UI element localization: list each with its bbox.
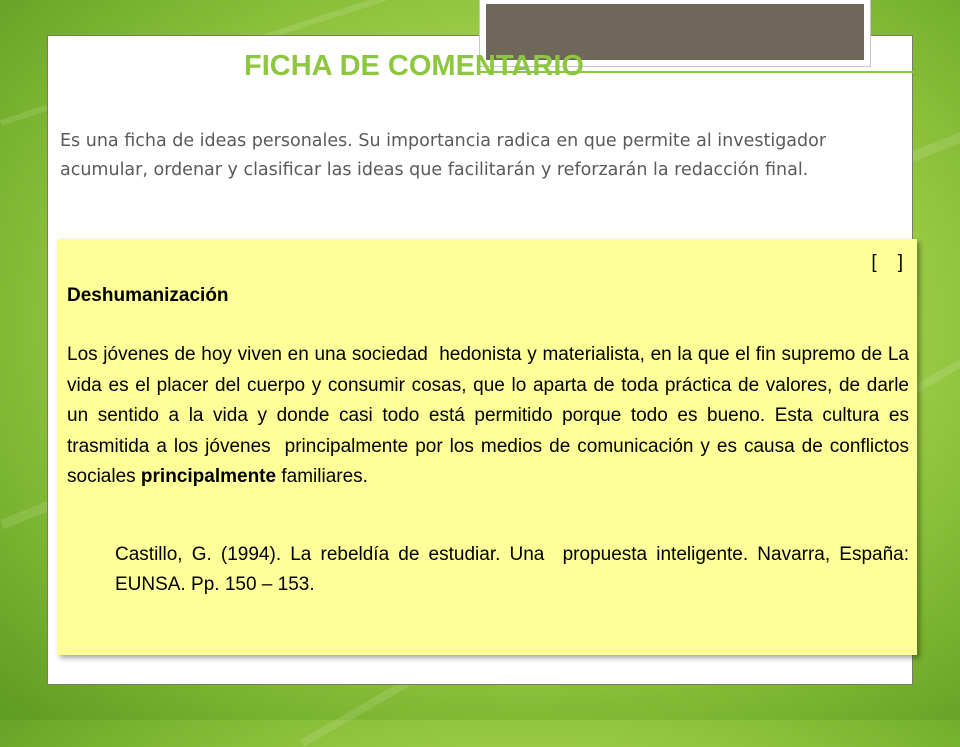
card-brackets: [ ]: [871, 252, 903, 273]
comment-card: [57, 239, 917, 655]
card-body-emphasis: principalmente: [140, 466, 277, 487]
card-citation: Castillo, G. (1994). La rebeldía de estudiar. Una propuesta inteligente. Navarra, España: EUNSA. Pp. 150 – 153.: [115, 544, 915, 595]
card-body-text-end: familiares.: [276, 466, 368, 487]
card-body-text: Los jóvenes de hoy viven en una sociedad hedonista y materialista, en la que el fin supremo de La vida es el placer del cuerpo y consumir cosas, que lo aparta de toda práctica de valores, de darle un sentido a la vida y donde casi todo está permitido porque todo es bueno. Esta cultura es trasmitida a los jóvenes principalmente por los medios de comunicación y es causa de conflictos sociales: [67, 344, 915, 487]
card-body: [67, 340, 915, 493]
intro-text: Es una ficha de ideas personales. Su importancia radica en que permite al investigador acumular, ordenar y clasificar las ideas que facilitarán y reforzarán la redacción final.: [60, 131, 827, 180]
slide-title: FICHA DE COMENTARIO: [244, 50, 584, 82]
card-heading: Deshumanización: [67, 285, 229, 306]
